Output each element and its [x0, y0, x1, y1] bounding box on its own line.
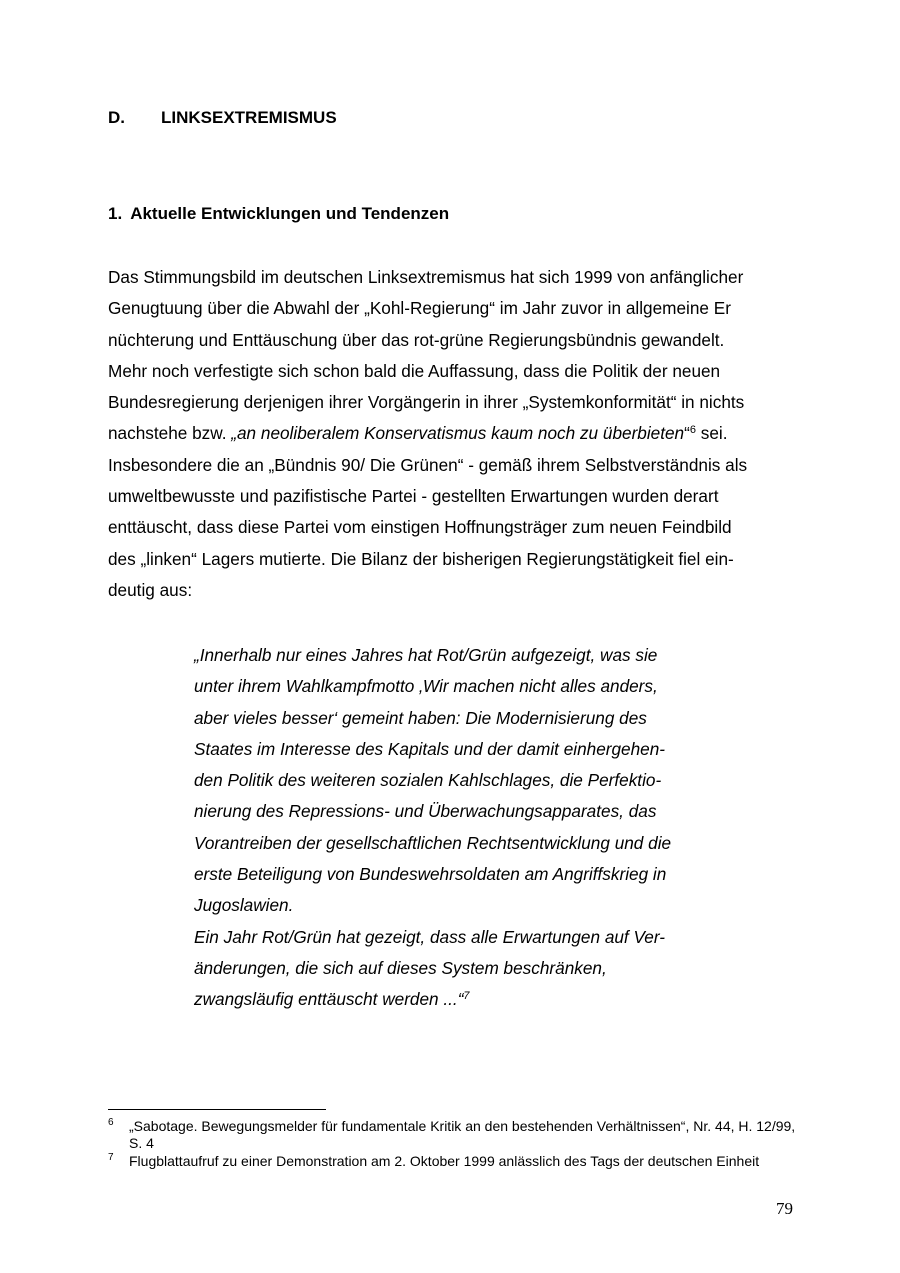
body-paragraph: [108, 262, 798, 606]
quote-last-text: zwangsläufig enttäuscht werden ...“: [194, 989, 464, 1010]
footnote: [108, 1118, 798, 1152]
quote-line: „Innerhalb nur eines Jahres hat Rot/Grün aufgezeigt, was sie: [194, 645, 658, 665]
quote-line: den Politik des weiteren sozialen Kahlschlages, die Perfektio-: [194, 770, 662, 791]
quote-line: änderungen, die sich auf dieses System beschränken,: [194, 957, 607, 978]
footnote-text: Flugblattaufruf zu einer Demonstration am 2. Oktober 1999 anlässlich des Tags der deutschen Einheit: [129, 1153, 760, 1169]
paragraph-text: sei.: [695, 423, 728, 444]
paragraph-line: Insbesondere die an „Bündnis 90/ Die Grünen“ - gemäß ihrem Selbstverständnis als: [108, 454, 748, 475]
paragraph-line: [108, 418, 798, 449]
quote-line: Vorantreiben der gesellschaftlichen Rechtsentwicklung und die: [194, 832, 672, 853]
subsection-title: Aktuelle Entwicklungen und Tendenzen: [130, 204, 450, 223]
paragraph-line: nüchterung und Enttäuschung über das rot-grüne Regierungsbündnis gewandelt.: [108, 329, 725, 350]
paragraph-line: deutig aus:: [108, 579, 193, 600]
section-heading: [108, 108, 337, 128]
footnote-separator: [108, 1109, 326, 1110]
inline-quote: „an neoliberalem Konservatismus kaum noch zu überbieten: [231, 423, 685, 444]
block-quote: [194, 640, 754, 1016]
paragraph-line: des „linken“ Lagers mutierte. Die Bilanz der bisherigen Regierungstätigkeit fiel ein-: [108, 548, 734, 569]
quote-line: Staates im Interesse des Kapitals und der damit einhergehen-: [194, 738, 666, 759]
section-title: LINKSEXTREMISMUS: [161, 108, 337, 127]
footnote-reference[interactable]: 7: [463, 990, 470, 1003]
paragraph-line: Bundesregierung derjenigen ihrer Vorgängerin in ihrer „Systemkonformität“ in nichts: [108, 392, 745, 413]
quote-line: [194, 984, 754, 1015]
quote-line: Ein Jahr Rot/Grün hat gezeigt, dass alle Erwartungen auf Ver-: [194, 926, 666, 947]
page-number: 79: [776, 1199, 793, 1218]
paragraph-text: nachstehe bzw.: [108, 423, 232, 444]
footnote-mark: 6: [108, 1117, 114, 1128]
footnote: [108, 1153, 798, 1170]
quote-line: aber vieles besser‘ gemeint haben: Die Modernisierung des: [194, 707, 647, 728]
subsection-number: 1.: [108, 204, 123, 223]
paragraph-line: Das Stimmungsbild im deutschen Linksextremismus hat sich 1999 von anfänglicher: [108, 267, 744, 287]
footnote-reference[interactable]: 6: [689, 424, 696, 437]
footnote-text: „Sabotage. Bewegungsmelder für fundamentale Kritik an den bestehenden Verhältnissen“, Nr. 44, H. 12/99, S. 4: [129, 1118, 796, 1151]
paragraph-line: Genugtuung über die Abwahl der „Kohl-Regierung“ im Jahr zuvor in allgemeine Er: [108, 298, 731, 319]
footnote-mark: 7: [108, 1152, 114, 1163]
paragraph-line: Mehr noch verfestigte sich schon bald die Auffassung, dass die Politik der neuen: [108, 360, 721, 381]
subsection-heading: [108, 204, 449, 224]
quote-line: nierung des Repressions- und Überwachungsapparates, das: [194, 801, 657, 822]
paragraph-line: enttäuscht, dass diese Partei vom einstigen Hoffnungsträger zum neuen Feindbild: [108, 517, 732, 538]
quote-line: erste Beteiligung von Bundeswehrsoldaten am Angriffskrieg in: [194, 864, 667, 885]
paragraph-line: umweltbewusste und pazifistische Partei - gestellten Erwartungen wurden derart: [108, 486, 719, 507]
closing-quote-mark: “: [684, 423, 690, 444]
quote-line: Jugoslawien.: [194, 895, 294, 916]
section-letter: D.: [108, 108, 125, 127]
quote-line: unter ihrem Wahlkampfmotto ‚Wir machen nicht alles anders,: [194, 676, 658, 697]
